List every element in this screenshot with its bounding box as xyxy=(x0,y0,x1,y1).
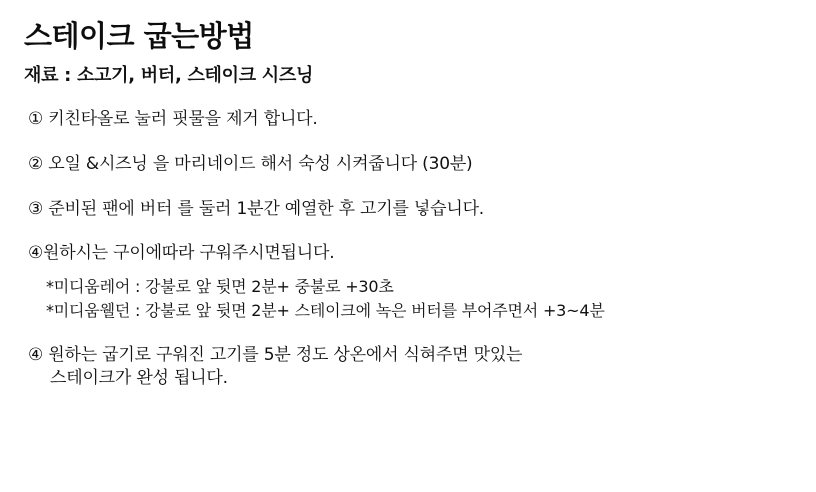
list-item: ① 키친타올로 눌러 핏물을 제거 합니다. xyxy=(28,108,318,129)
doneness-notes xyxy=(24,275,792,321)
final-step-line-2: 스테이크가 완성 됩니다. xyxy=(50,367,228,388)
list-item: ④원하시는 구이에따라 구워주시면됩니다. xyxy=(28,243,335,264)
page-title: 스테이크 굽는방법 xyxy=(24,19,254,53)
list-item: *미디움레어 : 강불로 앞 뒷면 2분+ 중불로 +30초 xyxy=(46,277,394,297)
list-item: ③ 준비된 팬에 버터 를 둘러 1분간 예열한 후 고기를 넣습니다. xyxy=(28,198,485,219)
list-item: ② 오일 &시즈닝 을 마리네이드 해서 숙성 시켜줍니다 (30분) xyxy=(28,153,473,174)
final-step xyxy=(24,344,792,390)
ingredients-line: 재료 : 소고기, 버터, 스테이크 시즈닝 xyxy=(24,65,314,87)
list-item: *미디움웰던 : 강불로 앞 뒷면 2분+ 스테이크에 녹은 버터를 부어주면서 +3~4분 xyxy=(46,300,605,320)
steps-list xyxy=(24,108,792,390)
final-step-line-1: ④ 원하는 굽기로 구워진 고기를 5분 정도 상온에서 식혀주면 맛있는 xyxy=(28,344,523,365)
